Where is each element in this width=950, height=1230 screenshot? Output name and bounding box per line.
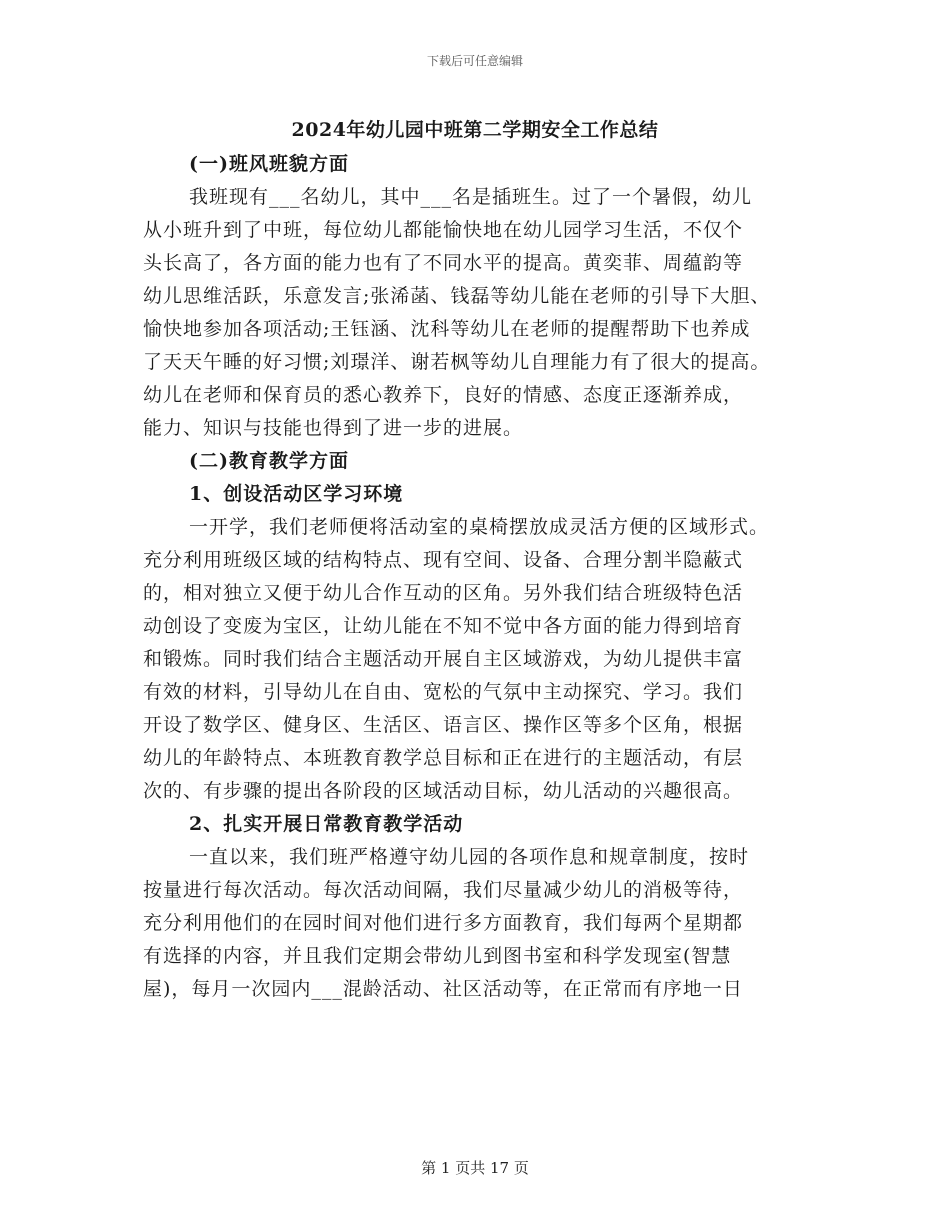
paragraph-line: 屋)，每月一次园内___混龄活动、社区活动等，在正常而有序地一日: [143, 978, 743, 1000]
paragraph-line: 和锻炼。同时我们结合主题活动开展自主区域游戏，为幼儿提供丰富: [143, 648, 744, 670]
paragraph-line: 我班现有___名幼儿，其中___名是插班生。过了一个暑假，幼儿: [189, 186, 753, 208]
paragraph-line: 从小班升到了中班，每位幼儿都能愉快地在幼儿园学习生活，不仅个: [143, 219, 744, 241]
paragraph-line: 充分利用班级区域的结构特点、现有空间、设备、合理分割半隐蔽式: [143, 549, 744, 571]
paragraph-line: 一直以来，我们班严格遵守幼儿园的各项作息和规章制度，按时: [189, 846, 750, 868]
document-title: 2024年幼儿园中班第二学期安全工作总结: [291, 119, 659, 141]
paragraph-line: 有效的材料，引导幼儿在自由、宽松的气氛中主动探究、学习。我们: [143, 681, 744, 703]
paragraph-line: 有选择的内容，并且我们定期会带幼儿到图书室和科学发现室(智慧: [143, 945, 732, 967]
paragraph-line: 愉快地参加各项活动;王钰涵、沈科等幼儿在老师的提醒帮助下也养成: [143, 318, 751, 340]
paragraph-line: 幼儿的年龄特点、本班教育教学总目标和正在进行的主题活动，有层: [143, 747, 744, 769]
paragraph-line: 动创设了变废为宝区，让幼儿能在不知不觉中各方面的能力得到培育: [143, 615, 744, 637]
paragraph-line: 头长高了，各方面的能力也有了不同水平的提高。黄奕菲、周蕴韵等: [143, 252, 744, 274]
document-body: [143, 148, 823, 1006]
section-heading: (二)教育教学方面: [189, 450, 349, 472]
section-heading: (一)班风班貌方面: [189, 153, 349, 175]
paragraph-line: 次的、有步骤的提出各阶段的区域活动目标，幼儿活动的兴趣很高。: [143, 780, 744, 802]
paragraph-line: 幼儿在老师和保育员的悉心教养下，良好的情感、态度正逐渐养成，: [143, 384, 744, 406]
paragraph-line: 充分利用他们的在园时间对他们进行多方面教育，我们每两个星期都: [143, 912, 744, 934]
paragraph-line: 能力、知识与技能也得到了进一步的进展。: [143, 417, 524, 439]
paragraph-line: 一开学，我们老师便将活动室的桌椅摆放成灵活方便的区域形式。: [189, 516, 770, 538]
paragraph-line: 幼儿思维活跃，乐意发言;张浠菡、钱磊等幼儿能在老师的引导下大胆、: [143, 285, 771, 307]
paragraph-line: 开设了数学区、健身区、生活区、语言区、操作区等多个区角，根据: [143, 714, 744, 736]
paragraph-line: 了天天午睡的好习惯;刘璟洋、谢若枫等幼儿自理能力有了很大的提高。: [143, 351, 771, 373]
section-heading: 1、创设活动区学习环境: [189, 483, 404, 505]
page-header: 下载后可任意编辑: [426, 54, 523, 68]
paragraph-line: 按量进行每次活动。每次活动间隔，我们尽量减少幼儿的消极等待，: [143, 879, 744, 901]
page-footer: 第 1 页共 17 页: [421, 1159, 529, 1177]
paragraph-line: 的，相对独立又便于幼儿合作互动的区角。另外我们结合班级特色活: [143, 582, 744, 604]
section-heading: 2、扎实开展日常教育教学活动: [189, 813, 464, 835]
